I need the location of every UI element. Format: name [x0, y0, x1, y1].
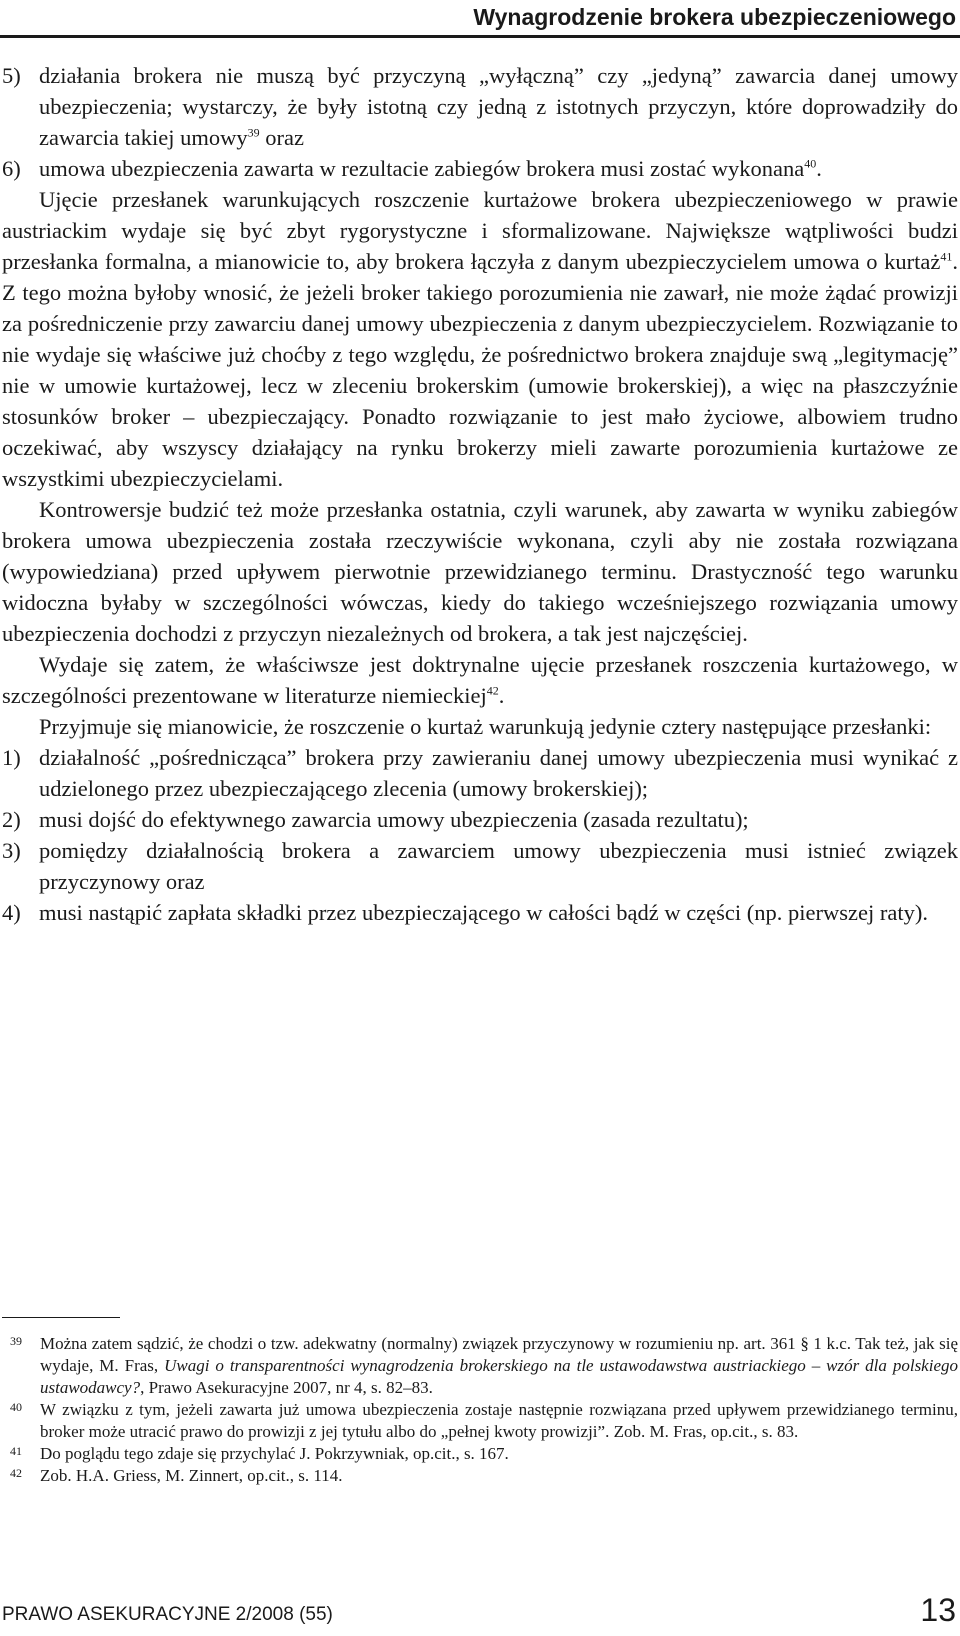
list-item	[2, 804, 958, 835]
list-item-number: 4)	[2, 900, 21, 925]
paragraph: Przyjmuje się mianowicie, że roszczenie o kurtaż warunkują jedynie cztery następujące przesłanki:	[39, 714, 932, 739]
list-item-text: musi dojść do efektywnego zawarcia umowy ubezpieczenia (zasada rezultatu);	[39, 807, 749, 832]
list-item-text-tail: oraz	[259, 125, 304, 150]
footnotes	[2, 1333, 958, 1487]
footnote-text: , Prawo Asekuracyjne 2007, nr 4, s. 82–83.	[140, 1378, 433, 1397]
footnote-title: Uwagi o transparentności wynagrodzenia brokerskiego na tle ustawodawstwa austriackiego – wzór dla polskiego ustawodawcy?	[40, 1356, 958, 1397]
paragraph-text: . Z tego można byłoby wnosić, że jeżeli broker takiego porozumienia nie zawarł, nie może żądać prowizji za pośredniczenie przy zawarciu danej umowy ubezpieczenia z danym ubezpieczycielem. Rozwiązanie to nie wydaje się właściwe już choćby z tego względu, że pośrednictwo brokera znajduje swą „legitymację” nie w umowie kurtażowej, lecz w zleceniu brokerskim (umowie brokerskiej), a więc na płaszczyźnie stosunków broker – ubezpieczający. Ponadto rozwiązanie to jest mało życiowe, albowiem trudno oczekiwać, aby wszyscy działający na rynku brokerzy mieli zawarte porozumienia kurtażowe ze wszystkimi ubezpieczycielami.	[2, 249, 958, 491]
footnote-text: Zob. H.A. Griess, M. Zinnert, op.cit., s. 114.	[40, 1466, 343, 1485]
list-item	[2, 835, 958, 897]
paragraph: Kontrowersje budzić też może przesłanka ostatnia, czyli warunek, aby zawarta w wyniku zabiegów brokera umowa ubezpieczenia została rzeczywiście wykonana, czyli aby nie została rozwiązana (wypowiedziana) przed upływem pierwotnie przewidzianego terminu. Drastyczność tego warunku widoczna byłaby w szczególności wówczas, kiedy do takiego wcześniejszego rozwiązania umowy ubezpieczenia dochodzi z przyczyn niezależnych od brokera, a tak jest najczęściej.	[2, 497, 958, 646]
list-item-text: działalność „pośrednicząca” brokera przy zawieraniu danej umowy ubezpieczenia musi wynikać z udzielonego przez ubezpieczającego zlecenia (umowy brokerskiej);	[39, 745, 958, 801]
journal-name: PRAWO ASEKURACYJNE 2/2008 (55)	[2, 1604, 333, 1625]
list-item-number: 1)	[2, 745, 21, 770]
footnote-number: 40	[10, 1400, 22, 1414]
footnote-text: Do poglądu tego zdaje się przychylać J. Pokrzywniak, op.cit., s. 167.	[40, 1444, 509, 1463]
list-item	[2, 742, 958, 804]
footnote-number: 42	[10, 1466, 22, 1480]
footnote	[2, 1333, 958, 1399]
footnote	[2, 1465, 958, 1487]
paragraph-text: Ujęcie przesłanek warunkujących roszczenie kurtażowe brokera ubezpieczeniowego w prawie austriackim wydaje się być zbyt rygorystyczne i sformalizowane. Największe wątpliwości budzi przesłanka formalna, a mianowicie to, aby brokera łączyła z danym ubezpieczycielem umowa o kurtaż	[2, 187, 958, 274]
list-item-text: musi nastąpić zapłata składki przez ubezpieczającego w całości bądź w części (np. pierwszej raty).	[39, 900, 928, 925]
footnote-ref: 40	[804, 156, 817, 171]
footnote-ref: 39	[247, 125, 260, 140]
footnote-ref: 41	[940, 249, 953, 264]
list-item-text: działania brokera nie muszą być przyczyną „wyłączną” czy „jedyną” zawarcia danej umowy ubezpieczenia; wystarczy, że były istotną czy jedną z istotnych przyczyn, które doprowadziły do zawarcia takiej umowy	[39, 63, 958, 150]
paragraph-text: .	[498, 683, 505, 708]
list-item-number: 5)	[2, 63, 21, 88]
footnote-text: Można zatem sądzić, że chodzi o tzw. adekwatny (normalny) związek przyczynowy w rozumieniu np. art. 361 § 1 k.c. Tak też, jak się wydaje, M. Fras,	[40, 1334, 958, 1375]
list-item-number: 2)	[2, 807, 21, 832]
paragraph-text: Wydaje się zatem, że właściwsze jest doktrynalne ujęcie przesłanek roszczenia kurtażowego, w szczególności prezentowane w literaturze niemieckiej	[2, 652, 958, 708]
list-item-text: umowa ubezpieczenia zawarta w rezultacie zabiegów brokera musi zostać wykonana	[39, 156, 805, 181]
footnote-number: 39	[10, 1334, 22, 1348]
footnote-ref: 42	[486, 683, 499, 698]
body-text	[2, 60, 958, 928]
footnote-rule	[2, 1317, 120, 1318]
list-item	[2, 153, 958, 184]
footnote	[2, 1399, 958, 1443]
footnote	[2, 1443, 958, 1465]
list-item-number: 3)	[2, 838, 21, 863]
page-number: 13	[920, 1592, 956, 1628]
footnote-number: 41	[10, 1444, 22, 1458]
paragraph	[2, 184, 958, 494]
list-item	[2, 60, 958, 153]
footnote-text: W związku z tym, jeżeli zawarta już umowa ubezpieczenia zostaje następnie rozwiązana przed upływem przewidzianego terminu, broker może utracić prawo do prowizji z jej tytułu albo do „pełnej kwoty prowizji”. Zob. M. Fras, op.cit., s. 83.	[40, 1400, 958, 1441]
paragraph	[2, 649, 958, 711]
list-item-number: 6)	[2, 156, 21, 181]
header-rule	[0, 35, 960, 38]
list-item-text-tail: .	[816, 156, 822, 181]
list-item-text: pomiędzy działalnością brokera a zawarciem umowy ubezpieczenia musi istnieć związek przyczynowy oraz	[39, 838, 958, 894]
running-header: Wynagrodzenie brokera ubezpieczeniowego	[473, 4, 956, 30]
list-item	[2, 897, 958, 928]
